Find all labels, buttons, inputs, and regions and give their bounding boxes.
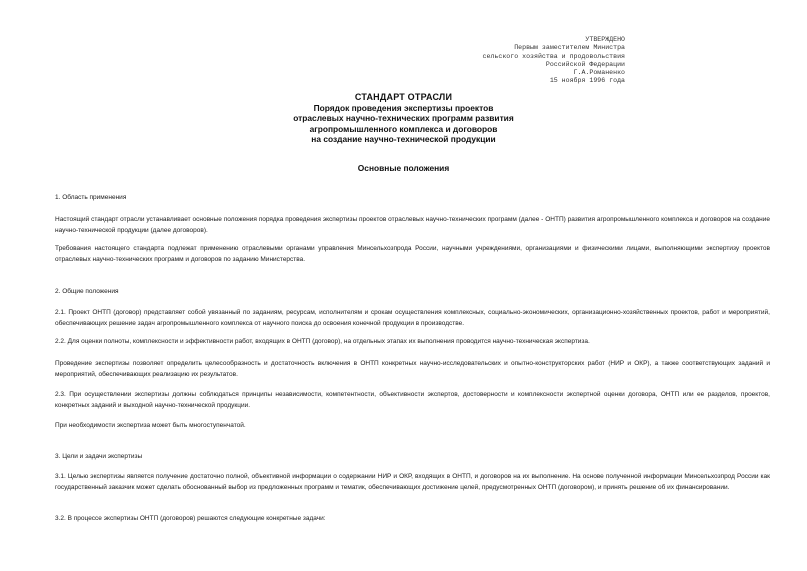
approval-line: УТВЕРЖДЕНО <box>585 36 625 43</box>
title-line: на создание научно-технической продукции <box>311 134 496 145</box>
approval-line: сельского хозяйства и продовольствия <box>482 52 625 60</box>
paragraph: 2.1. Проект ОНТП (договор) представляет собой увязанный по заданиям, ресурсам, исполнителям и срокам осуществления комплексных, социально-экономических, организационно-хозяйственных проектов, работ и мероприятий, обеспечивающих решение задач агропромышленного комплекса от научного поиска до освоения конечной продукции в производстве. <box>55 309 770 327</box>
approval-line: Первым заместителем Министра <box>514 44 625 52</box>
section-heading: 2. Общие положения <box>55 288 119 295</box>
paragraph: 3.1. Целью экспертизы является получение достаточно полной, объективной информации о содержании НИР и ОКР, входящих в ОНТП, и договоров на их выполнение. На основе полученной информации Минсельхозпрод России как государственный заказчик может сделать обоснованный выбор из предложенных программ и тематик, обеспечивающих достижение целей, предусмотренных ОНТП (договором), и принять решение об их финансировании. <box>55 473 770 491</box>
title-line: отраслевых научно-технических программ развития <box>293 113 514 124</box>
title-line: агропромышленного комплекса и договоров <box>309 123 498 134</box>
document-title <box>0 92 807 145</box>
document-subtitle: Основные положения <box>357 163 450 173</box>
paragraph: 2.3. При осуществлении экспертизы должны соблюдаться принципы независимости, компетентности, объективности экспертов, достоверности и комплексности экспертной оценки договора, ОНТП или ее разделов, проектов, конкретных заданий и выходной научно-технической продукции. <box>55 391 770 409</box>
paragraph: Проведение экспертизы позволяет определить целесообразность и достаточность включения в ОНТП конкретных научно-исследовательских и опытно-конструкторских работ (НИР и ОКР), а также соответствующих заданий и мероприятий, обеспечивающих реализацию их результатов. <box>55 360 770 378</box>
approval-line: Г.А.Романенко <box>573 69 625 77</box>
paragraph: 3.2. В процессе экспертизы ОНТП (договоров) решаются следующие конкретные задачи: <box>55 515 326 522</box>
title-line: Порядок проведения экспертизы проектов <box>313 102 494 113</box>
paragraph: Настоящий стандарт отрасли устанавливает основные положения порядка проведения экспертизы проектов отраслевых научно-технических программ (далее - ОНТП) развития агропромышленного комплекса и договоров на создание научно-технической продукции (далее договоров). <box>55 216 770 234</box>
paragraph: 2.2. Для оценки полноты, комплексности и эффективности работ, входящих в ОНТП (договор), на отдельных этапах их выполнения проводится научно-техническая экспертиза. <box>55 338 590 345</box>
section-heading: 1. Область применения <box>55 194 127 201</box>
section-heading: 3. Цели и задачи экспертизы <box>55 453 143 460</box>
approval-line: Российской Федерации <box>545 60 625 68</box>
paragraph: При необходимости экспертиза может быть многоступенчатой. <box>55 422 246 429</box>
standard-heading: СТАНДАРТ ОТРАСЛИ <box>354 92 453 102</box>
approval-block <box>483 36 625 86</box>
paragraph: Требования настоящего стандарта подлежат применению отраслевыми органами управления Минсельхозпрода России, научными учреждениями, организациями и физическими лицами, выполняющими экспертизу проектов отраслевых научно-технических программ и договоров по заданию Министерства. <box>55 245 770 263</box>
approval-line: 15 ноября 1996 года <box>549 77 625 85</box>
